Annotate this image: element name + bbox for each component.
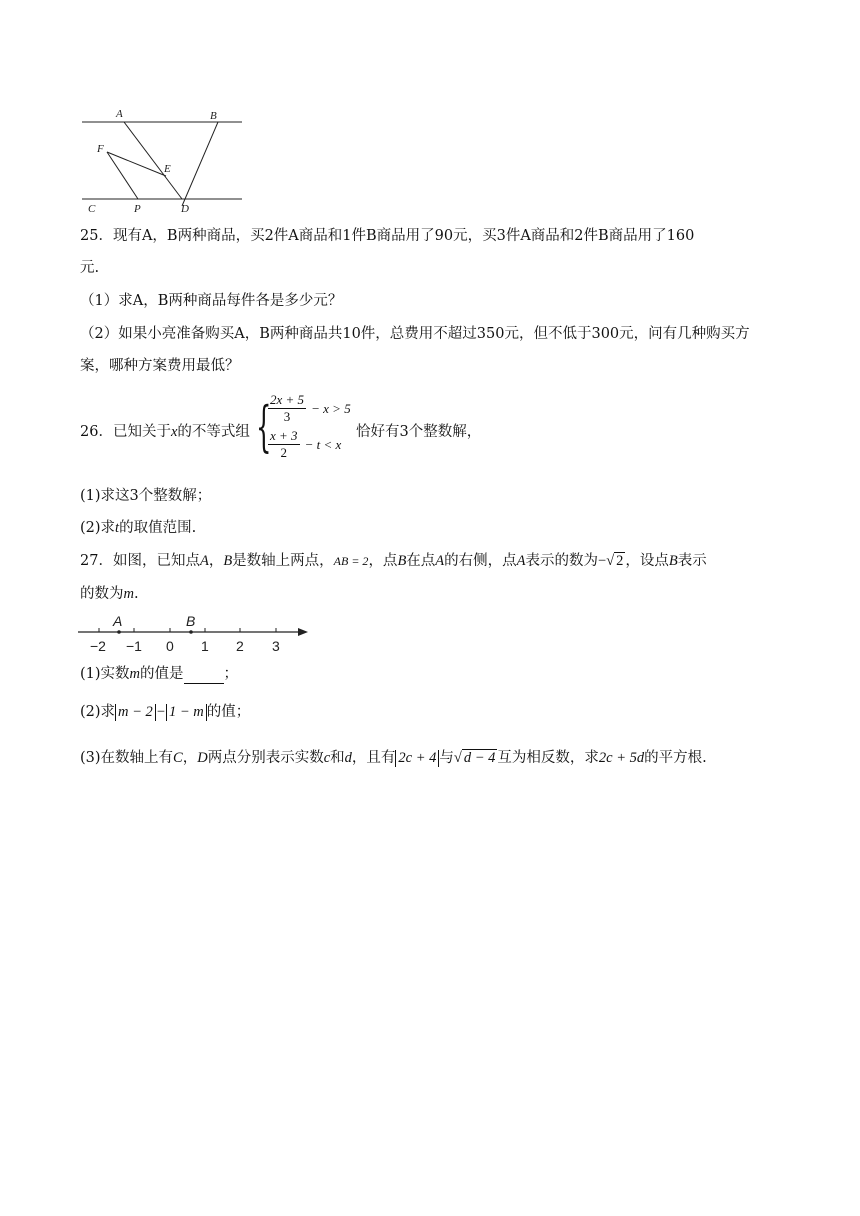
segment-FP — [107, 152, 138, 199]
q27-p3-text-f: 互为相反数，求 — [497, 750, 599, 766]
point-A-label: A — [113, 613, 123, 629]
q27-comma: ， — [208, 553, 224, 569]
q26-prefix: 26．已知关于 — [80, 424, 171, 440]
q27-p2-abs2: 1 − m — [166, 704, 207, 721]
q27-p2-minus: − — [156, 704, 165, 720]
q27-point-A2: A — [435, 553, 445, 569]
q26-brace: { — [256, 395, 272, 458]
q26-ineq1-num: 2x + 5 — [270, 392, 305, 407]
q27-part1 — [80, 664, 238, 684]
q27-p1-text: (1)实数 — [80, 666, 130, 682]
label-D: D — [181, 203, 189, 215]
q27-p3-text-g: 的平方根. — [644, 750, 707, 766]
q27-point-B2: B — [397, 553, 407, 569]
q25-part2-line1: （2）如果小亮准备购买A，B两种商品共10件，总费用不超过350元，但不低于300元，问有几种购买方 — [80, 326, 750, 342]
q26-p2-var: t — [115, 520, 120, 536]
q27-point-B: B — [223, 553, 233, 569]
q27-p3-abs: 2c + 4 — [395, 750, 439, 767]
q27-text-h: 表示 — [677, 553, 707, 569]
q27-p3-text-a: (3)在数轴上有 — [80, 750, 174, 766]
answer-blank[interactable] — [184, 669, 224, 684]
q27-p2-text: (2)求 — [80, 704, 116, 720]
q27-p2-text2: 的值； — [206, 704, 251, 720]
q27-p3-sqrt: √ d − 4 — [453, 750, 496, 766]
q25-part1: （1）求A，B两种商品每件各是多少元？ — [80, 293, 343, 309]
q26-ineq2-num: x + 3 — [270, 428, 298, 443]
q27-p3-C: C — [173, 750, 183, 766]
q27-p3-c: c — [323, 750, 331, 766]
number-line — [76, 610, 316, 656]
q25-part2-line2: 案，哪种方案费用最低？ — [80, 358, 240, 374]
label-B: B — [210, 110, 217, 122]
q27-p3-D: D — [197, 750, 208, 766]
q27-p3-d: d — [344, 750, 352, 766]
tick-label-2: 2 — [236, 638, 244, 654]
q26-part2 — [80, 518, 196, 538]
q27-p3-comma: ， — [182, 750, 198, 766]
q27-text-b: 是数轴上两点， — [232, 553, 334, 569]
q26-inequality-2 — [268, 428, 358, 464]
q27-p2-abs1: m − 2 — [115, 704, 156, 721]
q27-sqrt2: √ 2 — [606, 553, 624, 569]
q27-p3-expr: 2c + 5d — [598, 750, 645, 766]
point-B-label: B — [186, 613, 196, 629]
q26-ineq1-rest: − x > 5 — [311, 401, 351, 416]
q27-p1-semicolon: ； — [223, 666, 239, 682]
segment-AD — [124, 122, 182, 199]
q26-p2-post: 的取值范围. — [119, 520, 197, 536]
q27-line1 — [80, 551, 707, 571]
geometry-figure — [78, 104, 246, 216]
q27-p1-m: m — [129, 666, 141, 682]
q27-ab-eq: AB = 2 — [333, 554, 369, 568]
q26-ineq2-den: 2 — [280, 445, 288, 460]
q27-text-g: ，设点 — [625, 553, 669, 569]
label-P: P — [134, 203, 141, 215]
q27-line2 — [80, 584, 139, 604]
q27-p3-sqrt-radicand: d − 4 — [463, 750, 496, 766]
q26-inequality-system — [268, 392, 358, 464]
q27-point-A3: A — [516, 553, 526, 569]
q27-p3-text-e: ，且有 — [351, 750, 396, 766]
q27-neg-sign: − — [598, 553, 607, 569]
q27-part2 — [80, 702, 250, 722]
q27-p3-and: 和 — [330, 750, 345, 766]
q25-line2: 元. — [80, 260, 100, 276]
tick-label-3: 3 — [272, 638, 280, 654]
q26-mid: 的不等式组 — [177, 424, 250, 440]
q27-sqrt2-radicand: 2 — [616, 553, 624, 569]
segment-FE — [107, 152, 166, 176]
q27-text-d: 在点 — [406, 553, 436, 569]
segment-BD — [182, 122, 218, 206]
q26-ineq1-fraction — [268, 392, 306, 425]
q26-var-x: x — [170, 424, 178, 440]
q27-p3-with: 与 — [439, 750, 454, 766]
q27-text-e: 的右侧，点 — [444, 553, 517, 569]
q27-text-c: ，点 — [368, 553, 398, 569]
label-F: F — [97, 143, 104, 155]
tick-label-0: 0 — [166, 638, 174, 654]
tick-label-1: 1 — [201, 638, 209, 654]
q27-point-A: A — [199, 553, 209, 569]
q26-ineq1-den: 3 — [283, 409, 291, 424]
q27-part3 — [80, 748, 707, 768]
q26-ineq2-rest: − t < x — [304, 437, 342, 452]
q26-stem — [80, 422, 250, 442]
q26-suffix: 恰好有3个整数解， — [356, 424, 482, 440]
tick-label-neg1: −1 — [126, 638, 142, 654]
q27-point-B3: B — [668, 553, 678, 569]
q27-var-m: m — [123, 586, 134, 602]
q27-text-f: 表示的数为 — [525, 553, 599, 569]
q27-l2-period: . — [133, 586, 139, 602]
q25-line1: 25．现有A，B两种商品，买2件A商品和1件B商品用了90元，买3件A商品和2件B商品用了160 — [80, 228, 695, 244]
q26-p2-pre: (2)求 — [80, 520, 116, 536]
q27-l2-text: 的数为 — [80, 586, 124, 602]
q26-inequality-1 — [268, 392, 358, 428]
point-A-dot — [117, 630, 121, 634]
tick-label-neg2: −2 — [90, 638, 106, 654]
label-C: C — [88, 203, 96, 215]
number-line-arrow-icon — [298, 628, 308, 636]
label-A: A — [116, 108, 123, 120]
q26-ineq2-fraction — [268, 428, 300, 461]
label-E: E — [164, 163, 171, 175]
point-B-dot — [189, 630, 193, 634]
q27-p3-text-b: 两点分别表示实数 — [207, 750, 324, 766]
q26-part1: (1)求这3个整数解； — [80, 488, 212, 504]
q27-text-a: 27．如图，已知点 — [80, 553, 200, 569]
q27-p1-text2: 的值是 — [140, 666, 184, 682]
